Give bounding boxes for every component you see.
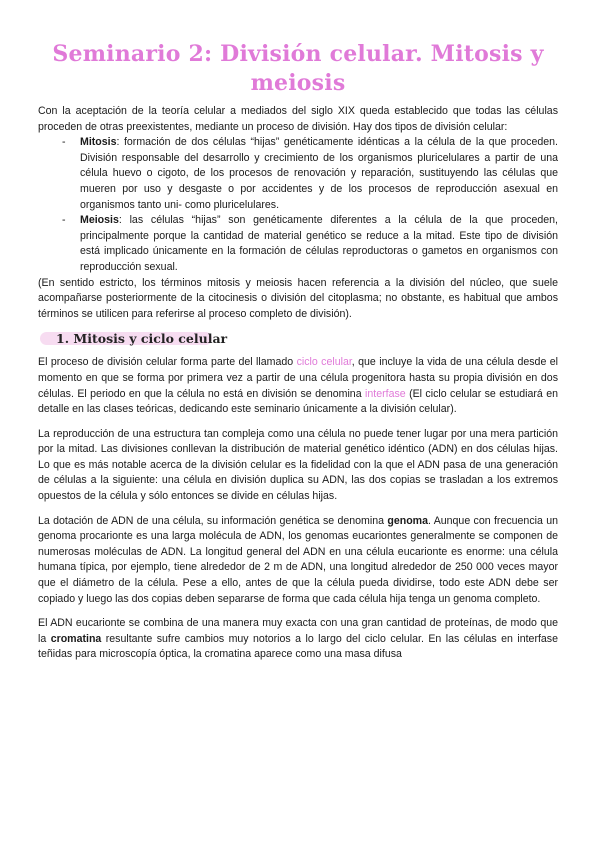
term-cromatina: cromatina [50, 632, 102, 645]
link-interfase[interactable]: interfase [365, 387, 406, 400]
paragraph-cromatina [38, 616, 558, 663]
section-heading-text: 1. Mitosis y ciclo celular [56, 330, 228, 346]
text-run: . Aunque con frecuencia un genoma procarionte es una larga molécula de ADN, los genomas eucariontes generalmente se componen de numerosas moléculas de ADN. La longitud general del ADN en una célula eucarionte es enorme: una célula humana típica, por ejemplo, tiene alrededor de 2 m de ADN, una longitud alrededor de 250 000 veces mayor que el diámetro de la célula. Pese a ello, antes de que la célula pueda dividirse, todo este ADN debe ser copiado y luego las dos copias deben separarse de forma que cada célula hija tenga un genoma completo. [38, 514, 558, 605]
intro-paragraph: Con la aceptación de la teoría celular a mediados del siglo XIX queda establecido que todas las células proceden de otras preexistentes, mediante un proceso de división. Hay dos tipos de división celular: [38, 105, 558, 133]
list-item-mitosis [62, 135, 558, 213]
text-run: (El ciclo celular se estudiará en detalle en las clases teóricas, dedicando este seminario únicamente a la división celular). [38, 387, 559, 416]
mitosis-definition: : formación de dos células “hijas” genéticamente idénticas a la célula de la que proceden. División responsable del desarrollo y crecimiento de los organismos pluricelulares a partir de una célula huevo o cigoto, de los procesos de renovación y reparación, sustituyendo las células que mueren por uso y desgaste o por accidentes y de los procesos de reproducción asexual en organismos tanto uni- como pluricelulares. [80, 136, 558, 211]
division-types-list [38, 135, 558, 275]
paragraph-reproduccion: La reproducción de una estructura tan compleja como una célula no puede tener lugar por una mera partición por la mitad. Las divisiones conllevan la distribución de material genético idéntico (ADN) en dos células hijas. Lo que es más notable acerca de la división celular es la fidelidad con la que el ADN pasa de una generación de células a la siguiente: una célula en división duplica su ADN, las dos copias se trasladan a los extremos opuestos de la célula y sólo entonces se divide en células hijas. [38, 427, 558, 503]
list-dash: - [62, 136, 66, 149]
meiosis-definition: : las células “hijas” son genéticamente diferentes a la célula de la que proceden, principalmente porque la cantidad de material genético se reduce a la mitad. Este tipo de división está implicado únicamente en la formación de células reproductoras o gametos en organismos con reproducción sexual. [80, 214, 558, 273]
text-run: La dotación de ADN de una célula, su información genética se denomina [38, 514, 388, 527]
link-ciclo-celular[interactable]: ciclo celular [296, 356, 352, 369]
list-item-meiosis [62, 213, 558, 275]
paragraph-ciclo-celular [38, 355, 558, 417]
page-title: Seminario 2: División celular. Mitosis y meiosis [52, 41, 544, 96]
text-run: El proceso de división celular forma parte del llamado [38, 356, 297, 369]
list-dash: - [62, 214, 66, 227]
text-run: , que incluye la vida de una célula desde el momento en que se forma por primera vez a partir de una célula progenitora hasta su propia división en dos células. El periodo en que la célula no está en división se denomina [38, 356, 558, 400]
paragraph-genoma [38, 514, 558, 608]
text-run: El ADN eucarionte se combina de una manera muy exacta con una gran cantidad de proteínas, de modo que la [38, 617, 558, 645]
note-paragraph: (En sentido estricto, los términos mitosis y meiosis hacen referencia a la división del núcleo, que suele acompañarse posteriormente de la citocinesis o división del citoplasma; no obstante, es habitual que ambos términos se utilicen para referirse al proceso completo de división). [38, 276, 558, 320]
term-meiosis: Meiosis [80, 214, 119, 227]
text-run: resultante sufre cambios muy notorios a lo largo del ciclo celular. En las células en interfase teñidas para microscopía óptica, la cromatina aparece como una masa difusa [38, 632, 558, 661]
term-mitosis: Mitosis [80, 136, 117, 149]
section-heading [38, 327, 558, 349]
term-genoma: genoma [387, 514, 428, 527]
